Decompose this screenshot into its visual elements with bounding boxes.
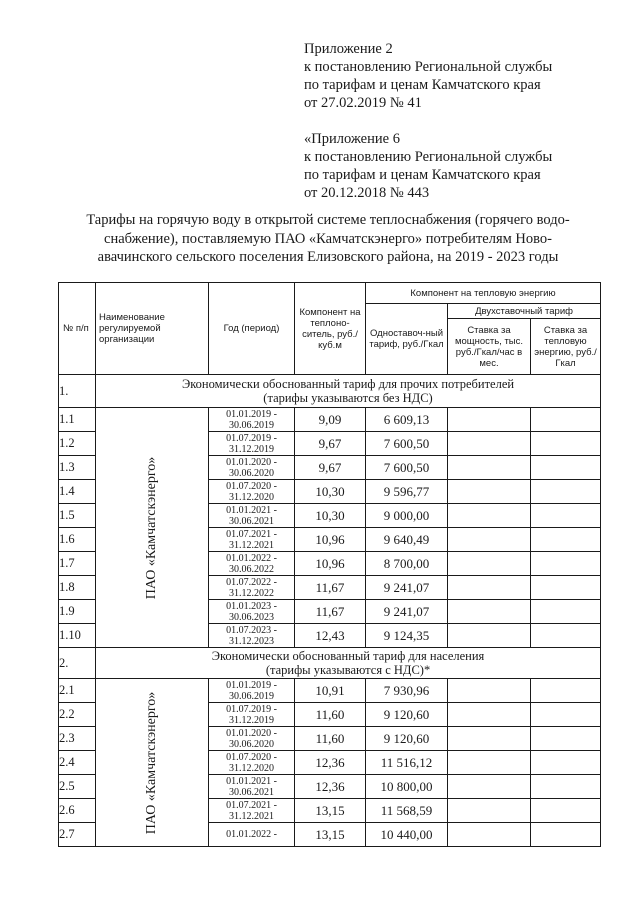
energy-rate-value [531, 751, 601, 775]
row-number: 1.7 [59, 552, 96, 576]
header-one-rate: Одноставоч-ный тариф, руб./Гкал [366, 304, 448, 375]
appendix-6-line: к постановлению Региональной службы [304, 149, 553, 165]
appendix-2-block [304, 40, 552, 112]
period-cell [209, 504, 295, 528]
period-cell [209, 552, 295, 576]
capacity-rate-value [448, 600, 531, 624]
coolant-value: 10,30 [295, 480, 366, 504]
one-rate-value: 8 700,00 [366, 552, 448, 576]
header-coolant: Компонент на теплоно-ситель, руб./куб.м [295, 283, 366, 375]
section-title-line: Экономически обоснованный тариф для прочих потребителей [181, 377, 515, 391]
energy-rate-value [531, 408, 601, 432]
energy-rate-value [531, 600, 601, 624]
coolant-value: 11,60 [295, 727, 366, 751]
coolant-value: 13,15 [295, 823, 366, 847]
title-line: Тарифы на горячую воду в открытой системе теплоснабжения (горячего водо- [86, 212, 570, 228]
one-rate-value: 9 640,49 [366, 528, 448, 552]
period-from: 01.01.2021 - [226, 775, 277, 787]
header-period: Год (период) [209, 283, 295, 375]
section-header-row [59, 375, 601, 408]
capacity-rate-value [448, 727, 531, 751]
period-cell [209, 480, 295, 504]
energy-rate-value [531, 528, 601, 552]
period-cell [209, 703, 295, 727]
energy-rate-value [531, 727, 601, 751]
capacity-rate-value [448, 504, 531, 528]
period-from: 01.01.2023 - [226, 600, 277, 612]
capacity-rate-value [448, 703, 531, 727]
period-from: 01.07.2019 - [226, 432, 277, 444]
row-number: 1.5 [59, 504, 96, 528]
period-cell [209, 600, 295, 624]
coolant-value: 9,67 [295, 456, 366, 480]
period-from: 01.07.2023 - [226, 624, 277, 636]
energy-rate-value [531, 799, 601, 823]
coolant-value: 9,67 [295, 432, 366, 456]
period-from: 01.07.2019 - [226, 703, 277, 715]
section-title [96, 648, 601, 679]
row-number: 2.6 [59, 799, 96, 823]
period-to: 30.06.2022 [229, 563, 274, 575]
period-from: 01.07.2021 - [226, 528, 277, 540]
period-cell [209, 727, 295, 751]
period-to: 30.06.2021 [229, 515, 274, 527]
row-number: 1.4 [59, 480, 96, 504]
period-cell [209, 775, 295, 799]
period-cell [209, 679, 295, 703]
table-row [59, 408, 601, 432]
one-rate-value: 6 609,13 [366, 408, 448, 432]
section-title-line: Экономически обоснованный тариф для населения [211, 649, 485, 663]
period-to: 30.06.2020 [229, 467, 274, 479]
section-title-line: (тарифы указываются без НДС) [263, 391, 433, 405]
coolant-value: 10,96 [295, 528, 366, 552]
period-from: 01.01.2020 - [226, 727, 277, 739]
capacity-rate-value [448, 552, 531, 576]
capacity-rate-value [448, 528, 531, 552]
row-number: 1.9 [59, 600, 96, 624]
coolant-value: 12,43 [295, 624, 366, 648]
header-org: Наименование регулируемой организации [96, 283, 209, 375]
period-from: 01.01.2021 - [226, 504, 277, 516]
period-from: 01.07.2020 - [226, 480, 277, 492]
coolant-value: 11,67 [295, 576, 366, 600]
row-number: 1.10 [59, 624, 96, 648]
row-number: 2.7 [59, 823, 96, 847]
title-line: снабжение), поставляемую ПАО «Камчатскэнерго» потребителям Ново- [104, 230, 552, 247]
appendix-2-line: Приложение 2 [304, 41, 393, 57]
period-to: 31.12.2019 [229, 443, 274, 455]
period-to: 30.06.2019 [229, 690, 274, 702]
organization-cell [96, 679, 209, 847]
row-number: 1.8 [59, 576, 96, 600]
period-to: 30.06.2023 [229, 611, 274, 623]
period-from: 01.07.2022 - [226, 576, 277, 588]
row-number: 2.2 [59, 703, 96, 727]
appendix-6-line: от 20.12.2018 № 443 [304, 185, 430, 201]
section-number: 1. [59, 375, 96, 408]
one-rate-value: 9 596,77 [366, 480, 448, 504]
organization-name: ПАО «Камчатскэнерго» [144, 691, 159, 834]
energy-rate-value [531, 432, 601, 456]
appendix-6-line: по тарифам и ценам Камчатского края [304, 167, 541, 183]
period-from: 01.01.2019 - [226, 679, 277, 691]
capacity-rate-value [448, 679, 531, 703]
period-from: 01.01.2022 - [226, 829, 277, 840]
row-number: 2.1 [59, 679, 96, 703]
energy-rate-value [531, 703, 601, 727]
coolant-value: 11,60 [295, 703, 366, 727]
row-number: 2.4 [59, 751, 96, 775]
one-rate-value: 9 124,35 [366, 624, 448, 648]
period-from: 01.07.2021 - [226, 799, 277, 811]
energy-rate-value [531, 775, 601, 799]
one-rate-value: 9 000,00 [366, 504, 448, 528]
row-number: 1.3 [59, 456, 96, 480]
period-cell [209, 799, 295, 823]
period-from: 01.01.2022 - [226, 552, 277, 564]
period-to: 31.12.2023 [229, 635, 274, 647]
capacity-rate-value [448, 751, 531, 775]
appendix-2-line: от 27.02.2019 № 41 [304, 95, 422, 111]
tariffs-table [58, 282, 601, 847]
energy-rate-value [531, 504, 601, 528]
coolant-value: 10,91 [295, 679, 366, 703]
coolant-value: 12,36 [295, 775, 366, 799]
coolant-value: 13,15 [295, 799, 366, 823]
period-cell [209, 432, 295, 456]
one-rate-value: 9 241,07 [366, 600, 448, 624]
document-title [60, 211, 596, 267]
organization-name: ПАО «Камчатскэнерго» [144, 456, 159, 599]
period-to: 30.06.2020 [229, 738, 274, 750]
energy-rate-value [531, 823, 601, 847]
row-number: 2.3 [59, 727, 96, 751]
header-energy-rate: Ставка за тепловую энергию, руб./Гкал [531, 319, 601, 375]
period-to: 31.12.2020 [229, 491, 274, 503]
period-cell [209, 528, 295, 552]
energy-rate-value [531, 679, 601, 703]
energy-rate-value [531, 552, 601, 576]
one-rate-value: 10 800,00 [366, 775, 448, 799]
period-cell [209, 576, 295, 600]
one-rate-value: 11 568,59 [366, 799, 448, 823]
capacity-rate-value [448, 823, 531, 847]
section-title-line: (тарифы указываются с НДС)* [265, 663, 431, 677]
period-to: 31.12.2022 [229, 587, 274, 599]
appendix-2-line: к постановлению Региональной службы [304, 59, 553, 75]
one-rate-value: 7 930,96 [366, 679, 448, 703]
row-number: 2.5 [59, 775, 96, 799]
coolant-value: 10,30 [295, 504, 366, 528]
capacity-rate-value [448, 408, 531, 432]
energy-rate-value [531, 456, 601, 480]
row-number: 1.1 [59, 408, 96, 432]
appendix-6-block [304, 130, 552, 202]
period-from: 01.01.2019 - [226, 408, 277, 420]
period-to: 30.06.2021 [229, 786, 274, 798]
capacity-rate-value [448, 799, 531, 823]
section-header-row [59, 648, 601, 679]
coolant-value: 11,67 [295, 600, 366, 624]
energy-rate-value [531, 480, 601, 504]
capacity-rate-value [448, 480, 531, 504]
capacity-rate-value [448, 624, 531, 648]
coolant-value: 9,09 [295, 408, 366, 432]
appendix-2-line: по тарифам и ценам Камчатского края [304, 77, 541, 93]
header-heat-energy: Компонент на тепловую энергию [366, 283, 601, 304]
section-title [96, 375, 601, 408]
period-cell [209, 456, 295, 480]
energy-rate-value [531, 624, 601, 648]
title-line: авачинского сельского поселения Елизовского района, на 2019 - 2023 годы [97, 249, 559, 265]
capacity-rate-value [448, 576, 531, 600]
period-to: 31.12.2021 [229, 810, 274, 822]
one-rate-value: 7 600,50 [366, 432, 448, 456]
period-to: 31.12.2020 [229, 762, 274, 774]
period-to: 30.06.2019 [229, 419, 274, 431]
header-two-rate: Двухставочный тариф [448, 304, 601, 319]
coolant-value: 12,36 [295, 751, 366, 775]
header-capacity-rate: Ставка за мощность, тыс. руб./Гкал/час в мес. [448, 319, 531, 375]
table-row [59, 679, 601, 703]
period-cell [209, 624, 295, 648]
header-num: № п/п [59, 283, 96, 375]
table-body [59, 375, 601, 847]
row-number: 1.6 [59, 528, 96, 552]
one-rate-value: 9 241,07 [366, 576, 448, 600]
one-rate-value: 7 600,50 [366, 456, 448, 480]
period-cell [209, 823, 295, 847]
one-rate-value: 11 516,12 [366, 751, 448, 775]
one-rate-value: 10 440,00 [366, 823, 448, 847]
period-from: 01.07.2020 - [226, 751, 277, 763]
coolant-value: 10,96 [295, 552, 366, 576]
capacity-rate-value [448, 775, 531, 799]
capacity-rate-value [448, 456, 531, 480]
organization-cell [96, 408, 209, 648]
capacity-rate-value [448, 432, 531, 456]
period-from: 01.01.2020 - [226, 456, 277, 468]
period-to: 31.12.2021 [229, 539, 274, 551]
period-cell [209, 408, 295, 432]
energy-rate-value [531, 576, 601, 600]
appendix-6-line: «Приложение 6 [304, 131, 400, 147]
period-to: 31.12.2019 [229, 714, 274, 726]
one-rate-value: 9 120,60 [366, 727, 448, 751]
section-number: 2. [59, 648, 96, 679]
row-number: 1.2 [59, 432, 96, 456]
one-rate-value: 9 120,60 [366, 703, 448, 727]
period-cell [209, 751, 295, 775]
